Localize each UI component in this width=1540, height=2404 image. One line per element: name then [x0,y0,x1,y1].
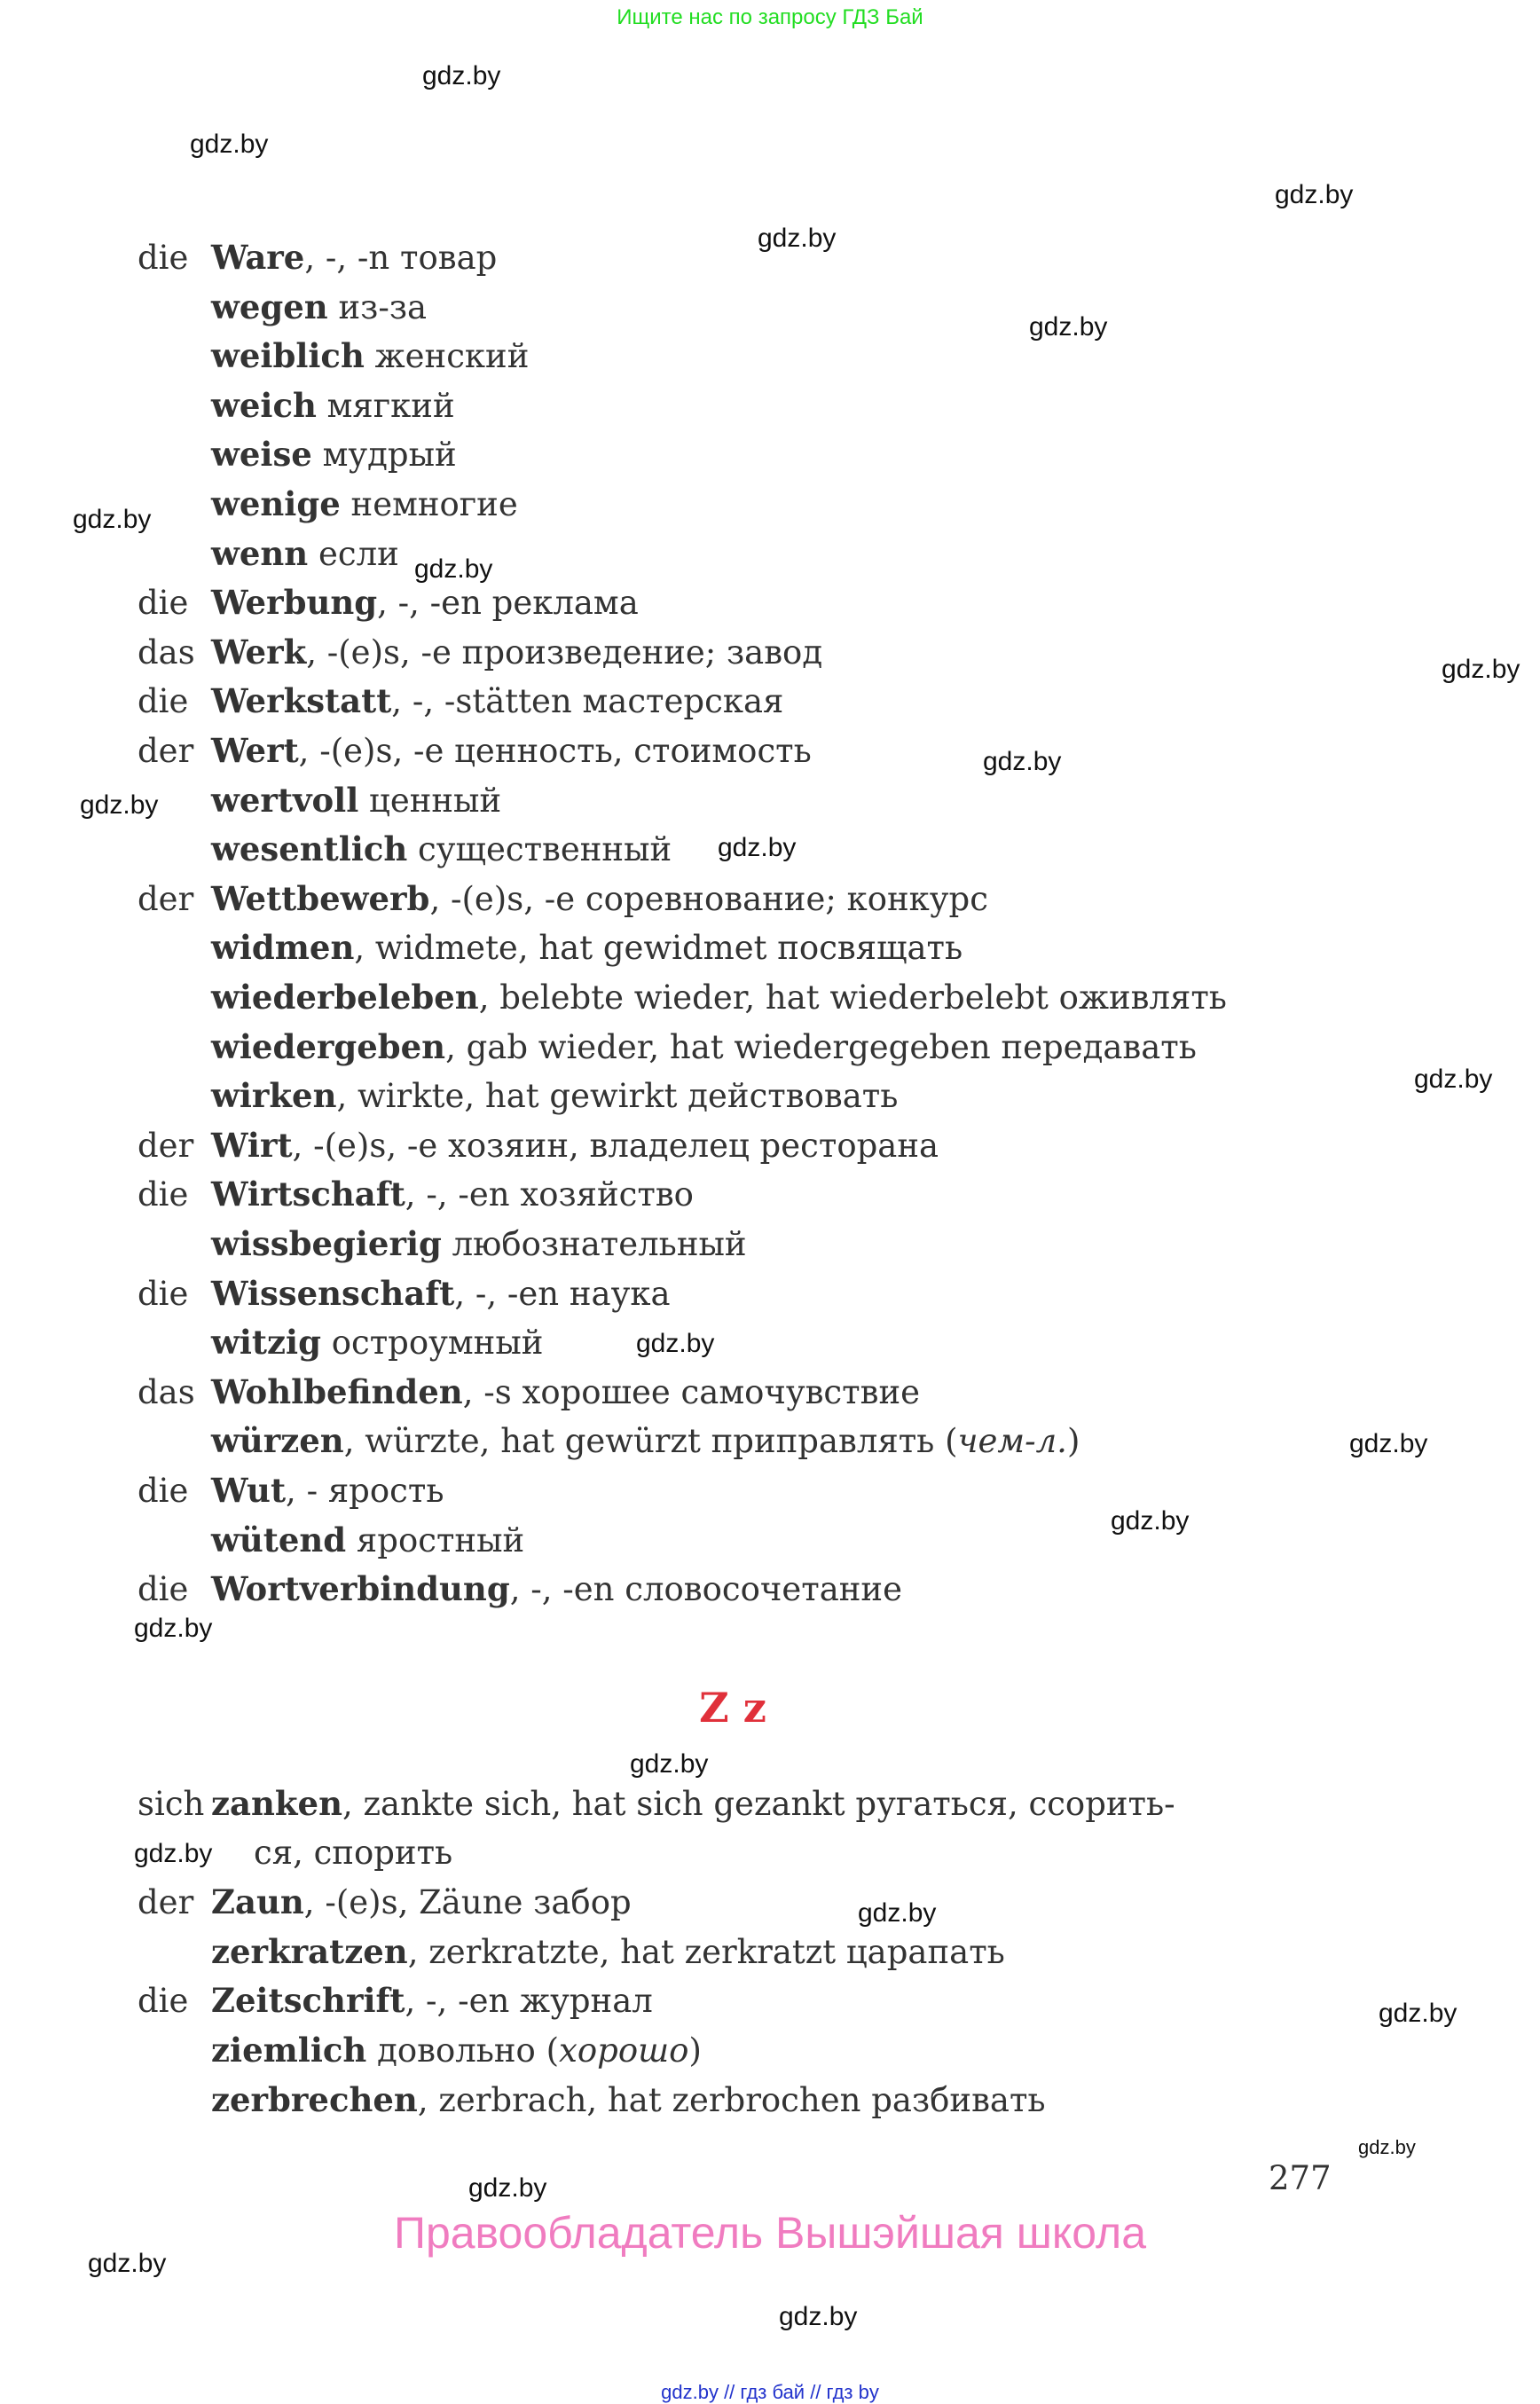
entry-article: die [138,1175,189,1214]
entry-headword: wiederbeleben [211,978,479,1017]
entry-usage-note: хорошо [559,2031,689,2070]
entry-translation: если [308,534,399,573]
entry-headword: Werbung [211,583,378,623]
entry-translation: , -, -en наука [454,1274,671,1313]
dictionary-entry [211,1317,543,1367]
entry-article: die [138,239,189,277]
entry-translation: любознательный [441,1225,747,1263]
entry-article: die [138,682,189,721]
watermark: gdz.by [779,2302,858,2331]
footer-links[interactable]: gdz.by // гдз бай // гдз by [661,2381,879,2403]
entry-translation: , -, -en хозяйство [405,1175,694,1214]
entry-headword: würzen [211,1421,344,1461]
entry-headword: weise [211,435,312,475]
dictionary-entry [138,232,497,282]
dictionary-entry [254,1828,452,1878]
entry-punctuation: ) [688,2031,702,2070]
entry-translation: , wirkte, hat gewirkt действовать [336,1077,899,1116]
page-number: 277 [1269,2159,1332,2197]
search-banner: Ищите нас по запросу ГДЗ Бай [617,5,923,29]
dictionary-entry [138,577,639,627]
entry-headword: widmen [211,928,355,968]
entry-translation: , -, -en реклама [377,584,639,623]
entry-translation: , -, -n товар [304,239,498,277]
entry-translation: , würzte, hat gewürzt приправлять ( [343,1422,958,1461]
entry-headword: Wirtschaft [211,1175,405,1214]
dictionary-entry [211,1927,1005,1976]
entry-translation: , widmete, hat gewidmet посвящать [354,929,963,968]
dictionary-entry [211,381,455,430]
section-letter-heading: Z z [699,1684,766,1732]
entry-translation: , -(e)s, -e ценность, стоимость [298,732,812,770]
watermark: gdz.by [1111,1506,1190,1536]
copyright-notice: Правообладатель Вышэйшая школа [394,2208,1146,2258]
watermark: gdz.by [134,1614,213,1643]
entry-translation: остроумный [320,1324,544,1363]
entry-headword: wirken [211,1076,337,1116]
entry-headword: Wettbewerb [211,878,430,918]
watermark: gdz.by [630,1749,709,1779]
entry-translation: , belebte wieder, hat wiederbelebt оживлять [478,978,1227,1017]
entry-translation: довольно ( [366,2031,560,2070]
entry-headword: Wut [211,1471,287,1510]
entry-headword: Wert [211,731,299,770]
entry-translation: , zankte sich, hat sich gezankt ругаться, ссорить- [342,1785,1175,1823]
entry-article: die [138,584,189,623]
watermark: gdz.by [190,130,269,159]
entry-article: das [138,1372,195,1411]
watermark: gdz.by [422,61,501,90]
entry-headword: Zeitschrift [211,1981,405,2021]
entry-headword: Werkstatt [211,681,392,721]
watermark: gdz.by [80,790,159,820]
watermark: gdz.by [1358,2136,1416,2158]
entry-translation: ценный [358,781,502,820]
entry-headword: zanken [211,1784,342,1823]
dictionary-entry [138,1465,444,1515]
dictionary-entry [211,1022,1197,1072]
entry-headword: Wirt [211,1125,293,1165]
watermark: gdz.by [134,1839,213,1868]
entry-translation: , - ярость [286,1472,444,1510]
entry-headword: ziemlich [211,2031,367,2070]
watermark: gdz.by [1379,1999,1458,2028]
entry-article: der [138,879,194,918]
entry-translation: , -, -en словосочетание [509,1570,902,1609]
watermark: gdz.by [983,747,1062,776]
entry-translation: существенный [407,830,672,869]
entry-translation: , zerkratzte, hat zerkratzt царапать [407,1932,1005,1971]
dictionary-entry [211,923,962,972]
entry-punctuation: ) [1066,1422,1080,1461]
entry-translation: , -(e)s, -e соревнование; конкурс [429,879,988,918]
dictionary-entry [211,1071,898,1120]
dictionary-entry [211,1416,1080,1465]
watermark: gdz.by [758,224,837,253]
entry-translation: , -(e)s, Zäune забор [303,1883,632,1922]
entry-translation: яростный [346,1520,525,1559]
dictionary-entry [138,1120,939,1170]
entry-article: der [138,732,194,770]
entry-translation: ся, спорить [254,1833,453,1872]
entry-translation: , -, -en журнал [405,1982,653,2021]
entry-headword: Wohlbefinden [211,1371,463,1411]
watermark: gdz.by [468,2173,547,2203]
entry-headword: weiblich [211,336,365,376]
entry-headword: wütend [211,1520,347,1559]
entry-article: sich [138,1785,205,1823]
watermark: gdz.by [858,1898,937,1928]
dictionary-entry [138,1169,694,1219]
dictionary-entry [138,627,822,677]
dictionary-entry [211,1515,524,1565]
entry-translation: из-за [327,287,428,326]
entry-article: die [138,1472,189,1510]
entry-translation: мудрый [311,436,457,475]
entry-headword: witzig [211,1323,321,1363]
watermark: gdz.by [1275,180,1354,209]
entry-article: der [138,1883,194,1922]
entry-translation: немногие [340,485,518,523]
entry-article: die [138,1570,189,1609]
entry-translation: , -(e)s, -e хозяин, владелец ресторана [292,1126,939,1165]
watermark: gdz.by [1029,312,1108,342]
dictionary-entry [211,824,672,874]
dictionary-entry [211,775,501,825]
entry-headword: zerkratzen [211,1931,408,1971]
entry-headword: wertvoll [211,780,359,820]
entry-headword: Zaun [211,1882,304,1922]
entry-translation: , -, -stätten мастерская [391,682,784,721]
dictionary-entry [138,1564,902,1614]
entry-headword: Werk [211,632,307,672]
watermark: gdz.by [1414,1065,1493,1094]
dictionary-entry [211,429,457,479]
dictionary-entry [211,282,427,332]
entry-usage-note: чем-л. [957,1422,1067,1461]
entry-translation: , gab wieder, hat wiedergegeben передавать [445,1027,1197,1066]
entry-headword: wenn [211,533,309,573]
entry-headword: wiedergeben [211,1026,446,1066]
dictionary-entry [211,1219,747,1269]
entry-article: die [138,1274,189,1313]
entry-translation: мягкий [316,386,455,425]
dictionary-entry [211,2025,702,2075]
entry-headword: zerbrechen [211,2079,418,2119]
dictionary-entry [211,331,529,381]
entry-headword: wissbegierig [211,1224,442,1263]
entry-headword: wenige [211,484,341,523]
entry-translation: женский [364,337,530,376]
entry-article: die [138,1982,189,2021]
watermark: gdz.by [1442,655,1520,684]
dictionary-entry [138,1269,671,1318]
dictionary-entry [211,972,1227,1022]
dictionary-entry [138,726,812,775]
entry-headword: wegen [211,287,328,326]
entry-article: das [138,632,195,672]
dictionary-entry [138,1976,653,2025]
entry-headword: weich [211,385,317,425]
dictionary-entry [138,1779,1175,1828]
dictionary-entry [211,479,518,529]
entry-headword: Wortverbindung [211,1569,510,1609]
dictionary-entry [138,676,783,726]
dictionary-entry [211,2075,1046,2125]
dictionary-entry [138,1877,632,1927]
watermark: gdz.by [636,1329,715,1358]
entry-article: der [138,1126,194,1165]
entry-headword: Wissenschaft [211,1273,455,1313]
dictionary-entry [138,874,988,923]
watermark: gdz.by [73,505,152,534]
watermark: gdz.by [414,554,493,584]
entry-translation: , -(e)s, -e произведение; завод [306,632,823,672]
watermark: gdz.by [88,2249,167,2278]
entry-headword: Ware [211,238,305,277]
entry-headword: wesentlich [211,829,408,869]
watermark: gdz.by [718,833,797,862]
dictionary-entry [211,529,399,578]
dictionary-entry [138,1367,920,1417]
entry-translation: , -s хорошее самочувствие [462,1372,921,1411]
watermark: gdz.by [1349,1429,1428,1458]
entry-translation: , zerbrach, hat zerbrochen разбивать [417,2080,1046,2119]
